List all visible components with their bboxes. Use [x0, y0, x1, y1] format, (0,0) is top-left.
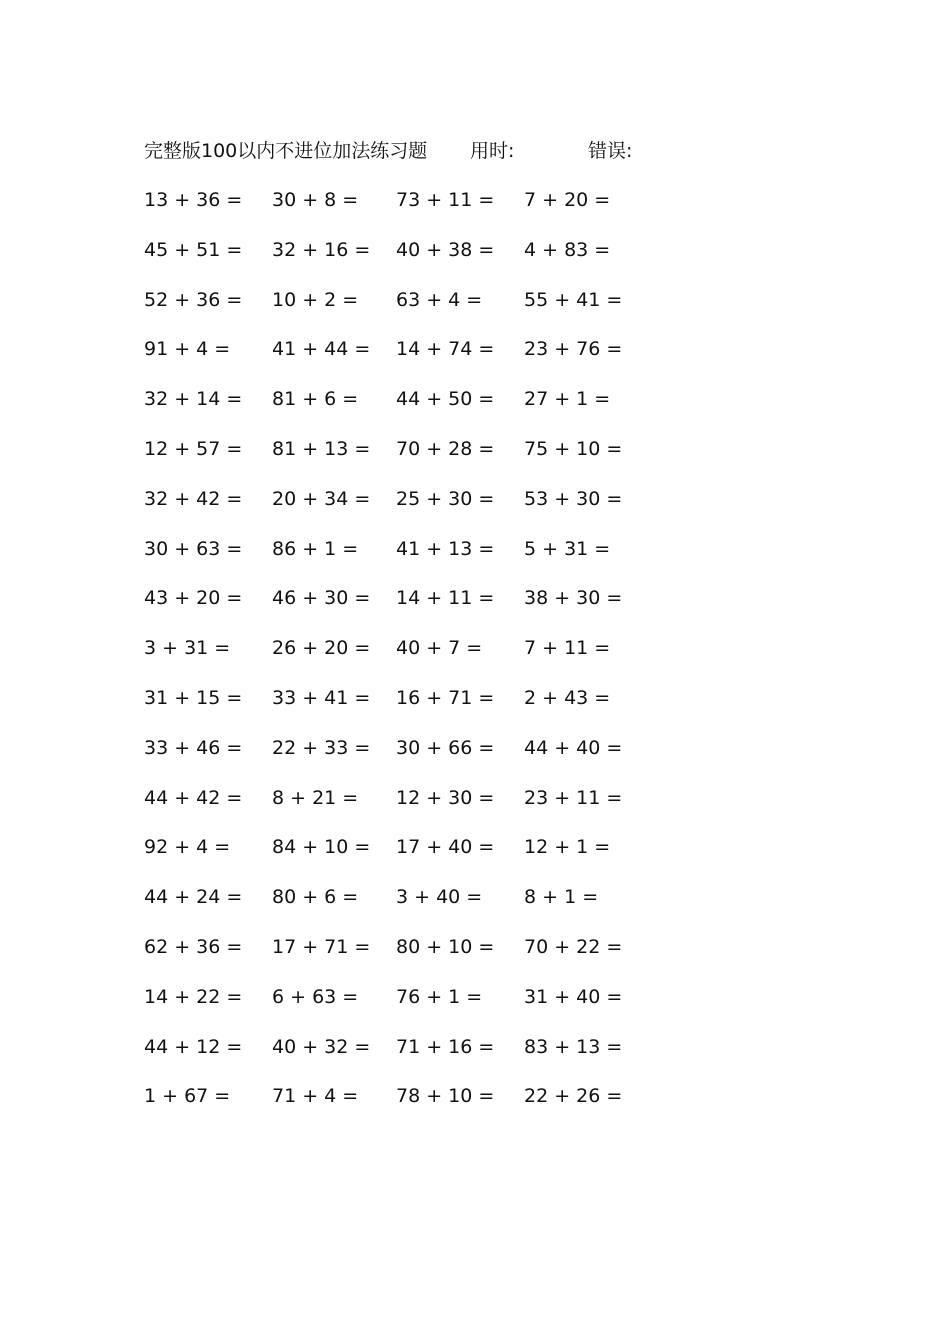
addition-problem: 32 + 42 = [144, 487, 243, 510]
addition-problem: 12 + 1 = [524, 836, 611, 859]
addition-problem: 44 + 40 = [524, 736, 623, 759]
addition-problem: 3 + 40 = [396, 886, 483, 909]
addition-problem: 6 + 63 = [272, 985, 359, 1008]
addition-problem: 55 + 41 = [524, 288, 623, 311]
addition-problem: 20 + 34 = [272, 487, 371, 510]
addition-problem: 5 + 31 = [524, 537, 611, 560]
addition-problem: 83 + 13 = [524, 1035, 623, 1058]
problem-row [0, 585, 950, 635]
problem-row [0, 536, 950, 586]
addition-problem: 17 + 40 = [396, 836, 495, 859]
addition-problem: 22 + 26 = [524, 1085, 623, 1108]
addition-problem: 10 + 2 = [272, 288, 359, 311]
addition-problem: 73 + 11 = [396, 189, 495, 211]
addition-problem: 46 + 30 = [272, 587, 371, 610]
addition-problem: 53 + 30 = [524, 487, 623, 510]
problem-row [0, 834, 950, 884]
addition-problem: 12 + 57 = [144, 437, 243, 460]
addition-problem: 1 + 67 = [144, 1085, 231, 1108]
problem-row [0, 336, 950, 386]
addition-problem: 2 + 43 = [524, 686, 611, 709]
problem-row [0, 884, 950, 934]
problem-row [0, 486, 950, 536]
addition-problem: 8 + 1 = [524, 886, 599, 909]
addition-problem: 91 + 4 = [144, 338, 231, 361]
problem-row [0, 187, 950, 237]
addition-problem: 14 + 22 = [144, 985, 243, 1008]
addition-problem: 86 + 1 = [272, 537, 359, 560]
addition-problem: 44 + 50 = [396, 388, 495, 411]
addition-problem: 17 + 71 = [272, 935, 371, 958]
addition-problem: 38 + 30 = [524, 587, 623, 610]
addition-problem: 30 + 66 = [396, 736, 495, 759]
addition-problem: 45 + 51 = [144, 238, 243, 261]
addition-problem: 33 + 41 = [272, 686, 371, 709]
worksheet-header [0, 137, 950, 165]
problem-row [0, 287, 950, 337]
addition-problem: 41 + 44 = [272, 338, 371, 361]
addition-problem: 23 + 76 = [524, 338, 623, 361]
addition-problem: 31 + 40 = [524, 985, 623, 1008]
addition-problem: 52 + 36 = [144, 288, 243, 311]
addition-problem: 27 + 1 = [524, 388, 611, 411]
problem-row [0, 1034, 950, 1084]
addition-problem: 13 + 36 = [144, 189, 243, 211]
addition-problem: 8 + 21 = [272, 786, 359, 809]
addition-problem: 70 + 22 = [524, 935, 623, 958]
worksheet-title: 完整版100以内不进位加法练习题 [144, 140, 428, 162]
addition-problem: 31 + 15 = [144, 686, 243, 709]
addition-problem: 40 + 7 = [396, 637, 483, 660]
addition-problem: 75 + 10 = [524, 437, 623, 460]
addition-problem: 32 + 16 = [272, 238, 371, 261]
addition-problem: 44 + 42 = [144, 786, 243, 809]
problem-row [0, 386, 950, 436]
addition-problem: 33 + 46 = [144, 736, 243, 759]
addition-problem: 30 + 8 = [272, 189, 359, 211]
addition-problem: 23 + 11 = [524, 786, 623, 809]
addition-problem: 71 + 16 = [396, 1035, 495, 1058]
time-label: 用时: [470, 140, 515, 162]
addition-problem: 44 + 24 = [144, 886, 243, 909]
problem-row [0, 436, 950, 486]
addition-problem: 62 + 36 = [144, 935, 243, 958]
addition-problem: 25 + 30 = [396, 487, 495, 510]
addition-problem: 40 + 38 = [396, 238, 495, 261]
addition-problem: 43 + 20 = [144, 587, 243, 610]
addition-problem: 70 + 28 = [396, 437, 495, 460]
addition-problem: 30 + 63 = [144, 537, 243, 560]
problem-row [0, 635, 950, 685]
addition-problem: 14 + 74 = [396, 338, 495, 361]
problem-row [0, 237, 950, 287]
addition-problem: 80 + 10 = [396, 935, 495, 958]
addition-problem: 41 + 13 = [396, 537, 495, 560]
addition-problem: 14 + 11 = [396, 587, 495, 610]
addition-problem: 4 + 83 = [524, 238, 611, 261]
errors-label: 错误: [588, 140, 633, 162]
addition-problem: 80 + 6 = [272, 886, 359, 909]
addition-problem: 40 + 32 = [272, 1035, 371, 1058]
addition-problem: 32 + 14 = [144, 388, 243, 411]
problem-row [0, 735, 950, 785]
problem-row [0, 984, 950, 1034]
addition-problem: 22 + 33 = [272, 736, 371, 759]
addition-problem: 12 + 30 = [396, 786, 495, 809]
addition-problem: 63 + 4 = [396, 288, 483, 311]
problem-row [0, 685, 950, 735]
problem-row [0, 934, 950, 984]
addition-problem: 44 + 12 = [144, 1035, 243, 1058]
addition-problem: 78 + 10 = [396, 1085, 495, 1108]
problem-row [0, 1083, 950, 1133]
addition-problem: 71 + 4 = [272, 1085, 359, 1108]
problem-row [0, 785, 950, 835]
addition-problem: 81 + 13 = [272, 437, 371, 460]
addition-problem: 16 + 71 = [396, 686, 495, 709]
addition-problem: 92 + 4 = [144, 836, 231, 859]
addition-problem: 76 + 1 = [396, 985, 483, 1008]
addition-problem: 3 + 31 = [144, 637, 231, 660]
addition-problem: 81 + 6 = [272, 388, 359, 411]
addition-problem: 26 + 20 = [272, 637, 371, 660]
addition-problem: 7 + 20 = [524, 189, 611, 211]
problem-grid [0, 187, 950, 1133]
addition-problem: 7 + 11 = [524, 637, 611, 660]
addition-problem: 84 + 10 = [272, 836, 371, 859]
